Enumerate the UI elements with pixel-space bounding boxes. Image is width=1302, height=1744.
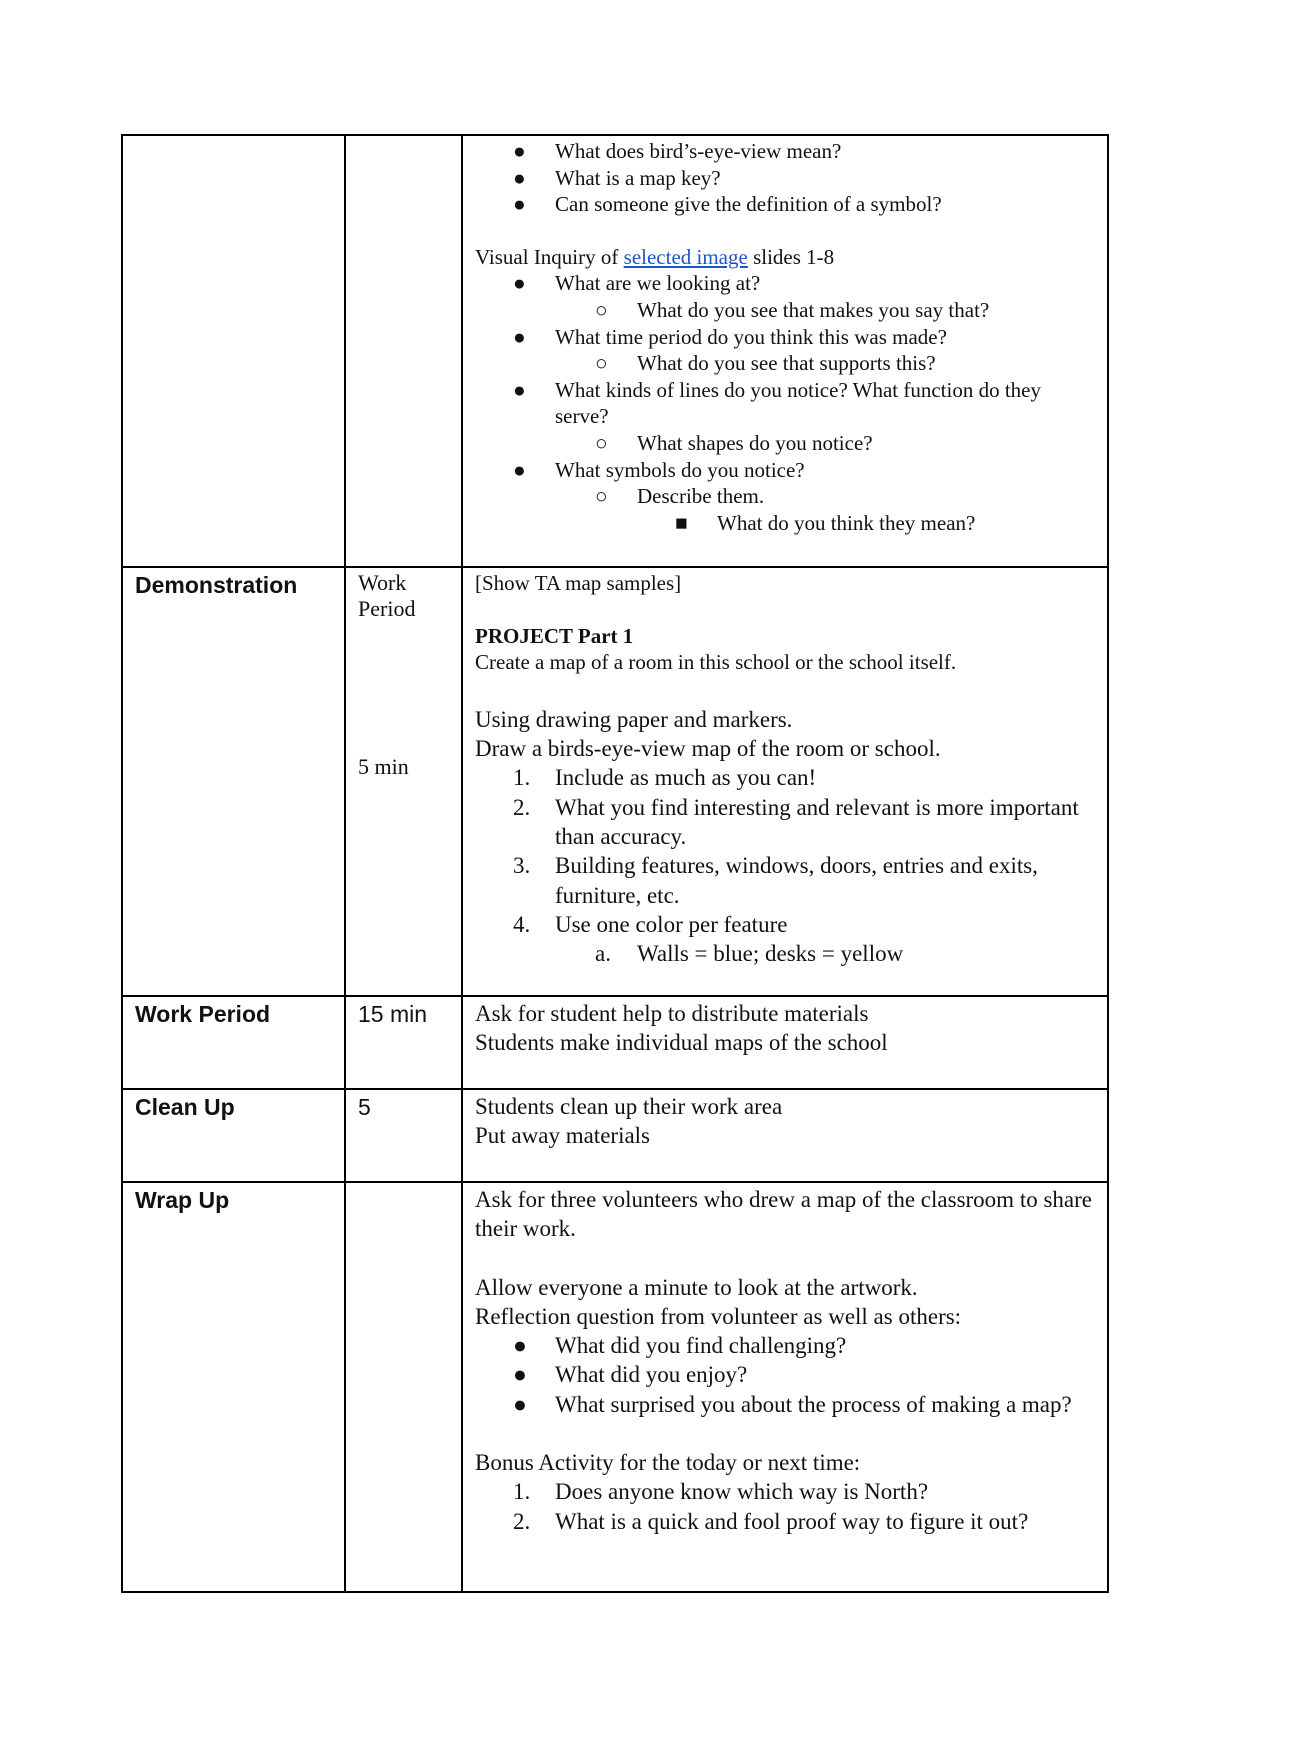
bullet-marker: ● xyxy=(513,192,526,217)
list-item-text: What are we looking at? xyxy=(555,271,761,296)
list-item-text: Does anyone know which way is North? xyxy=(555,1479,929,1505)
list-item xyxy=(475,138,1095,165)
list-item xyxy=(475,763,1095,792)
section-heading: Wrap Up xyxy=(135,1187,230,1213)
list-item-text: What do you think they mean? xyxy=(717,510,976,535)
bullet-marker: ● xyxy=(513,457,526,482)
content-cell xyxy=(462,567,1108,996)
number-marker: 3. xyxy=(513,853,531,879)
content-line: Students make individual maps of the school xyxy=(475,1030,888,1056)
table-row xyxy=(122,567,1108,996)
square-marker: ■ xyxy=(675,510,688,535)
list-item xyxy=(475,377,1095,430)
bonus-heading: Bonus Activity for the today or next time: xyxy=(475,1450,861,1476)
time-cell-empty xyxy=(345,1182,462,1592)
list-item xyxy=(475,297,1095,324)
section-cell-empty xyxy=(122,135,345,567)
bullet-marker: ● xyxy=(513,271,526,296)
list-item xyxy=(475,1477,1095,1506)
list-item xyxy=(475,483,1095,510)
table-row xyxy=(122,1182,1108,1592)
time-label: 5 min xyxy=(358,754,409,779)
time-cell xyxy=(345,567,462,996)
selected-image-link[interactable]: selected image xyxy=(623,244,748,269)
time-cell xyxy=(345,1089,462,1182)
circle-marker: ○ xyxy=(595,297,608,322)
list-item-text: What surprised you about the process of making a map? xyxy=(555,1391,1072,1417)
list-item xyxy=(475,270,1095,297)
circle-marker: ○ xyxy=(595,484,608,509)
time-label: 15 min xyxy=(358,1001,428,1027)
list-item xyxy=(475,939,1095,968)
lesson-plan-table xyxy=(121,134,1109,1593)
number-marker: 2. xyxy=(513,794,531,820)
content-cell xyxy=(462,135,1108,567)
list-item xyxy=(475,457,1095,484)
list-item-text: What do you see that makes you say that? xyxy=(637,297,990,322)
list-item xyxy=(475,793,1095,852)
circle-marker: ○ xyxy=(595,351,608,376)
visual-prefix: Visual Inquiry of xyxy=(475,244,624,269)
list-item-text: Walls = blue; desks = yellow xyxy=(637,941,904,967)
list-item-text: Include as much as you can! xyxy=(555,765,817,791)
project-title: PROJECT Part 1 xyxy=(475,623,634,648)
number-marker: 1. xyxy=(513,1479,531,1505)
content-line: Allow everyone a minute to look at the artwork. xyxy=(475,1274,918,1300)
project-description: Create a map of a room in this school or the school itself. xyxy=(475,650,957,675)
content-line: Ask for student help to distribute materials xyxy=(475,1001,869,1026)
number-marker: 2. xyxy=(513,1508,531,1534)
list-item-text: What is a quick and fool proof way to figure it out? xyxy=(555,1508,1029,1534)
content-cell xyxy=(462,1182,1108,1592)
list-item-text: What shapes do you notice? xyxy=(637,430,873,455)
list-item-text: Use one color per feature xyxy=(555,911,788,937)
list-item-text: What kinds of lines do you notice? What function do they serve? xyxy=(555,377,1042,429)
bullet-marker: ● xyxy=(513,1333,527,1359)
list-item-text: What do you see that supports this? xyxy=(637,351,936,376)
list-item-text: What time period do you think this was made? xyxy=(555,324,947,349)
content-line: Students clean up their work area xyxy=(475,1094,783,1119)
list-item xyxy=(475,910,1095,939)
list-item-text: Describe them. xyxy=(637,484,765,509)
content-cell xyxy=(462,1089,1108,1182)
bullet-marker: ● xyxy=(513,165,526,190)
list-item-text: What does bird’s-eye-view mean? xyxy=(555,139,842,163)
visual-inquiry-line xyxy=(475,244,1095,271)
time-label: 5 xyxy=(358,1094,371,1120)
bullet-marker: ● xyxy=(513,377,526,402)
materials-text: Using drawing paper and markers. xyxy=(475,706,793,732)
list-item xyxy=(475,1390,1095,1419)
list-item xyxy=(475,1360,1095,1389)
circle-marker: ○ xyxy=(595,430,608,455)
content-cell xyxy=(462,996,1108,1089)
content-line: Ask for three volunteers who drew a map of the classroom to share their work. xyxy=(475,1187,1092,1242)
number-marker: 1. xyxy=(513,765,531,791)
bullet-marker: ● xyxy=(513,1391,527,1417)
section-cell xyxy=(122,1089,345,1182)
bullet-marker: ● xyxy=(513,139,526,163)
list-item xyxy=(475,510,1095,537)
bullet-marker: ● xyxy=(513,324,526,349)
list-item xyxy=(475,1331,1095,1360)
visual-suffix: slides 1-8 xyxy=(747,244,835,269)
time-cell-empty xyxy=(345,135,462,567)
letter-marker: a. xyxy=(595,941,611,967)
number-marker: 4. xyxy=(513,911,531,937)
list-item xyxy=(475,324,1095,351)
time-cell xyxy=(345,996,462,1089)
list-item xyxy=(475,851,1095,910)
section-heading: Demonstration xyxy=(135,572,298,598)
content-line: Reflection question from volunteer as well as others: xyxy=(475,1303,962,1329)
list-item-text: What did you enjoy? xyxy=(555,1362,748,1388)
list-item-text: What did you find challenging? xyxy=(555,1333,847,1359)
section-cell xyxy=(122,1182,345,1592)
list-item-text: What is a map key? xyxy=(555,165,721,190)
list-item xyxy=(475,430,1095,457)
instruction-text: Draw a birds-eye-view map of the room or school. xyxy=(475,736,941,762)
bullet-marker: ● xyxy=(513,1362,527,1388)
list-item-text: What symbols do you notice? xyxy=(555,457,805,482)
content-line: Put away materials xyxy=(475,1123,651,1149)
list-item-text: Building features, windows, doors, entries and exits, furniture, etc. xyxy=(555,853,1038,908)
list-item xyxy=(475,1507,1095,1536)
section-heading: Work Period xyxy=(135,1001,271,1027)
section-heading: Clean Up xyxy=(135,1094,235,1120)
section-cell xyxy=(122,996,345,1089)
list-item-text: Can someone give the definition of a symbol? xyxy=(555,192,942,217)
list-item-text: What you find interesting and relevant is more important than accuracy. xyxy=(555,794,1079,849)
list-item xyxy=(475,165,1095,192)
list-item xyxy=(475,350,1095,377)
table-row xyxy=(122,996,1108,1089)
show-samples-text: [Show TA map samples] xyxy=(475,571,682,595)
time-label: Work Period xyxy=(358,570,416,621)
table-row xyxy=(122,135,1108,567)
list-item xyxy=(475,191,1095,218)
section-cell xyxy=(122,567,345,996)
table-row xyxy=(122,1089,1108,1182)
